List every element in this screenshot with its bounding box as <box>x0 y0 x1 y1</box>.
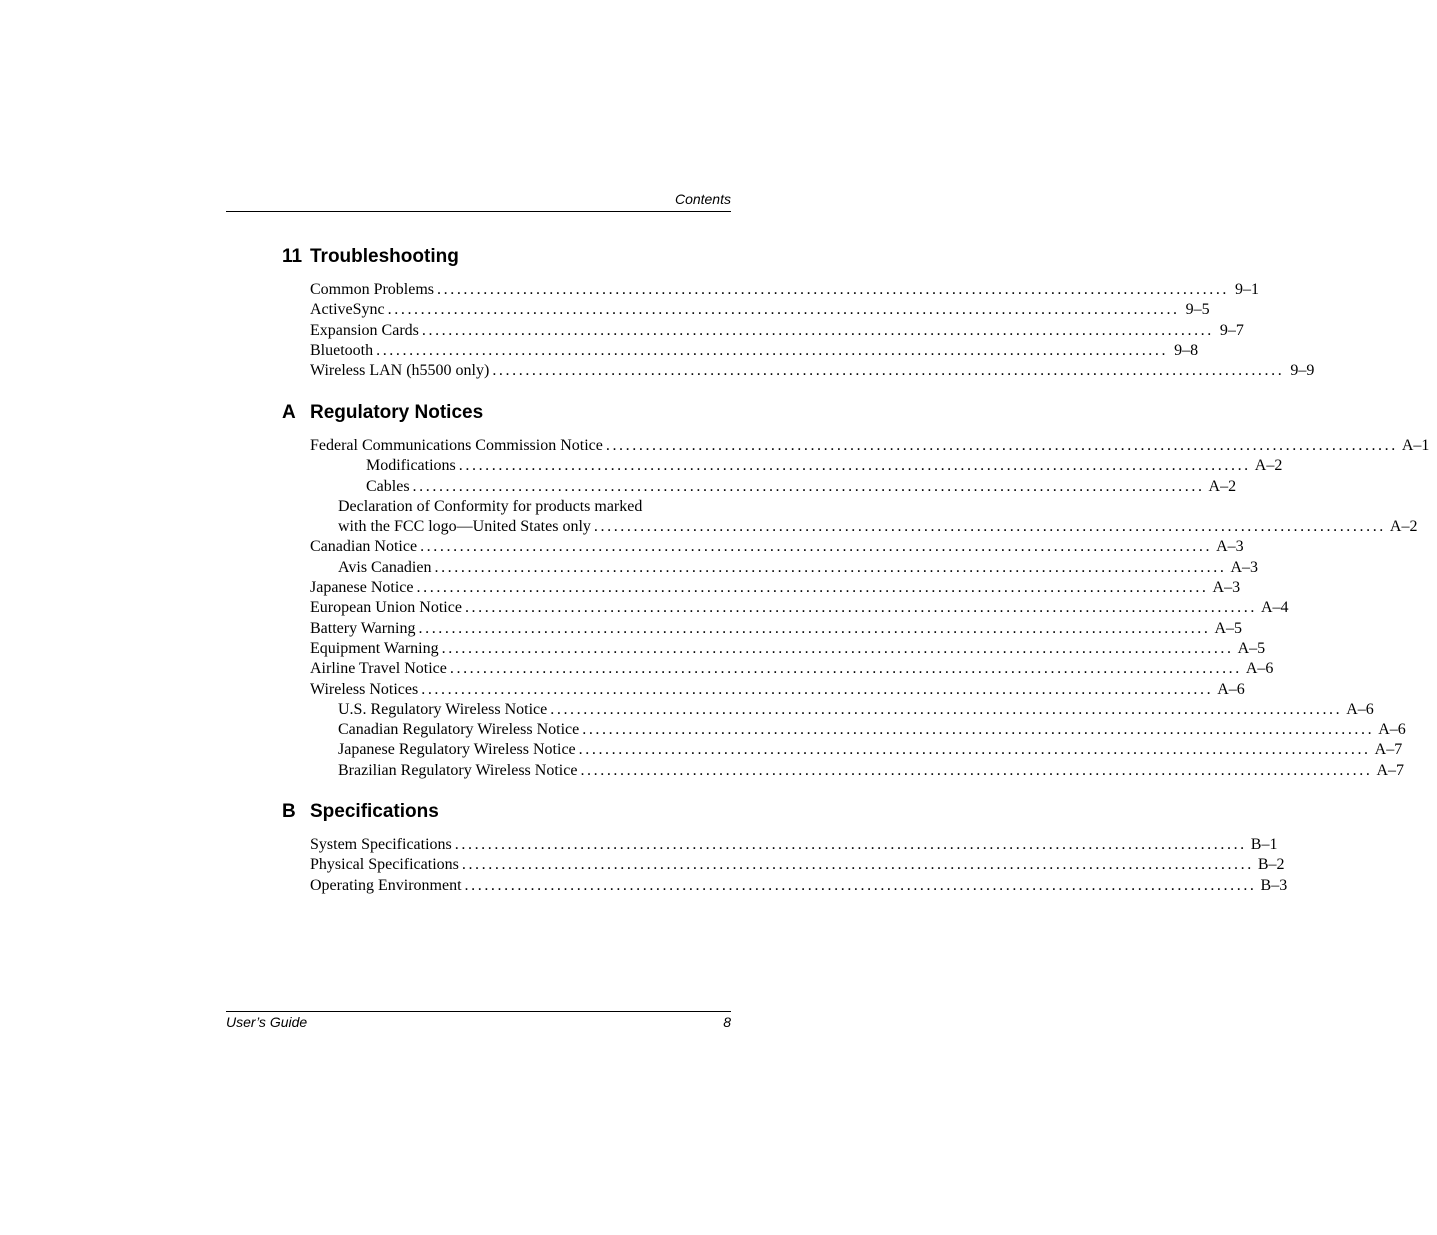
dot-leader: ........................................................................................................................ <box>418 619 1211 637</box>
toc-entry-label: Japanese Notice <box>310 579 414 597</box>
dot-leader: ........................................................................................................................ <box>580 761 1373 779</box>
toc-entry-page: A–7 <box>1374 741 1403 759</box>
toc-entry[interactable] <box>282 740 1403 760</box>
dot-leader: ........................................................................................................................ <box>441 639 1234 657</box>
toc-entry-label: Common Problems <box>310 281 435 298</box>
dot-leader: ........................................................................................................................ <box>550 700 1343 718</box>
dot-leader: ........................................................................................................................ <box>492 362 1285 380</box>
dot-leader: ........................................................................................................................ <box>605 437 1398 454</box>
toc-entry-label: Avis Canadien <box>338 558 432 576</box>
section-heading <box>282 244 731 270</box>
dot-leader: ........................................................................................................................ <box>387 301 1180 319</box>
toc-entry-label: Federal Communications Commission Notice <box>310 437 603 454</box>
toc-entry[interactable] <box>282 639 1266 659</box>
section-title: Regulatory Notices <box>310 402 484 423</box>
dot-leader: ........................................................................................................................ <box>593 518 1386 536</box>
toc-entry[interactable] <box>282 876 1288 896</box>
toc-entry[interactable] <box>282 280 1260 300</box>
section-title: Troubleshooting <box>310 246 459 267</box>
toc-entry-page: A–3 <box>1216 538 1244 556</box>
toc-entry[interactable] <box>282 537 1244 557</box>
dot-leader: ........................................................................................................................ <box>458 457 1251 475</box>
toc-entry-page: B–3 <box>1260 876 1288 894</box>
toc-entry-page: A–3 <box>1230 558 1259 576</box>
toc-entry-label: Expansion Cards <box>310 321 419 339</box>
dot-leader: ........................................................................................................................ <box>421 680 1214 698</box>
toc-entry-page: 9–7 <box>1219 321 1244 339</box>
footer-rule <box>226 1011 731 1012</box>
dot-leader: ........................................................................................................................ <box>578 741 1371 759</box>
dot-leader: ........................................................................................................................ <box>582 721 1375 739</box>
toc-entries <box>282 280 1315 381</box>
dot-leader: ........................................................................................................................ <box>461 856 1254 874</box>
footer-guide-title: User’s Guide <box>226 1014 308 1030</box>
toc-entry-page: A–2 <box>1208 477 1237 495</box>
toc-entry[interactable] <box>282 456 1283 476</box>
toc-entry-label: Bluetooth <box>310 341 374 359</box>
toc-entry-label: Physical Specifications <box>310 856 459 874</box>
toc-entry-label: European Union Notice <box>310 599 462 617</box>
dot-leader: ........................................................................................................................ <box>454 836 1247 853</box>
dot-leader: ........................................................................................................................ <box>420 538 1213 556</box>
toc-entry-label: Canadian Notice <box>310 538 418 556</box>
toc-entry-label: Wireless LAN (h5500 only) <box>310 362 490 380</box>
toc-entry[interactable] <box>282 300 1210 320</box>
toc-entry-page: A–2 <box>1389 518 1418 536</box>
toc-entry-page: A–5 <box>1237 639 1266 657</box>
toc-entry-page: A–6 <box>1346 700 1374 718</box>
toc-entry-page: 9–5 <box>1185 301 1210 319</box>
toc-entry-page: A–6 <box>1217 680 1245 698</box>
toc-entry-label: Wireless Notices <box>310 680 419 698</box>
section-number: B <box>282 801 296 822</box>
toc-entry-label: with the FCC logo—United States only <box>338 518 591 536</box>
toc-entry-page: A–6 <box>1378 721 1406 739</box>
section-heading <box>282 400 731 426</box>
toc-entry[interactable] <box>282 855 1285 875</box>
toc-entry-label: Japanese Regulatory Wireless Notice <box>338 741 576 759</box>
section-heading <box>282 799 731 825</box>
toc-entry-page: B–1 <box>1250 836 1278 853</box>
dot-leader: ........................................................................................................................ <box>421 321 1214 339</box>
toc-entry[interactable] <box>282 700 1374 720</box>
toc-entry-label: Canadian Regulatory Wireless Notice <box>338 721 580 739</box>
toc-section-troubleshooting <box>282 244 1315 381</box>
toc-entry-page: A–5 <box>1214 619 1243 637</box>
toc-entry[interactable] <box>282 497 731 517</box>
toc-entry-page: 9–9 <box>1290 362 1315 380</box>
running-header: Contents <box>674 191 731 207</box>
toc-entry-label: Airline Travel Notice <box>310 660 447 678</box>
dot-leader: ........................................................................................................................ <box>434 558 1227 576</box>
toc-entry[interactable] <box>282 720 1406 740</box>
toc-entry-label: Declaration of Conformity for products marked <box>338 497 643 515</box>
toc-entry[interactable] <box>282 680 1245 700</box>
toc-entry[interactable] <box>282 321 1244 341</box>
dot-leader: ........................................................................................................................ <box>449 660 1242 678</box>
toc-entry-page: 9–1 <box>1235 281 1260 298</box>
toc-entry[interactable] <box>282 578 1241 598</box>
dot-leader: ........................................................................................................................ <box>464 599 1257 617</box>
toc-entry-label: Operating Environment <box>310 876 462 894</box>
toc-entry[interactable] <box>282 517 1418 537</box>
toc-entry[interactable] <box>282 361 1315 381</box>
toc-entry-label: Cables <box>366 477 410 495</box>
dot-leader: ........................................................................................................................ <box>437 281 1230 298</box>
toc-entry[interactable] <box>282 341 1199 361</box>
toc-entries <box>282 835 1288 896</box>
toc-entry-page: A–6 <box>1245 660 1274 678</box>
toc-entry-page: A–1 <box>1401 437 1430 454</box>
toc-entry-page: A–7 <box>1376 761 1404 779</box>
toc-entry-page: 9–8 <box>1174 341 1199 359</box>
toc-entry[interactable] <box>282 477 1237 497</box>
section-number: 11 <box>282 246 303 267</box>
toc-entry-page: A–3 <box>1212 579 1241 597</box>
toc-entry-label: U.S. Regulatory Wireless Notice <box>338 700 548 718</box>
toc-section-regulatory-notices <box>282 400 1430 781</box>
toc-entry[interactable] <box>282 436 1430 456</box>
toc-entry-label: Modifications <box>366 457 456 475</box>
dot-leader: ........................................................................................................................ <box>376 341 1169 359</box>
dot-leader: ........................................................................................................................ <box>464 876 1257 894</box>
dot-leader: ........................................................................................................................ <box>416 579 1209 597</box>
section-number: A <box>282 402 296 423</box>
toc-entry-page: A–2 <box>1254 457 1283 475</box>
toc-entry-label: ActiveSync <box>310 301 385 319</box>
toc-entry[interactable] <box>282 558 1259 578</box>
toc-section-specifications <box>282 799 1288 896</box>
toc-entry-page: A–4 <box>1260 599 1289 617</box>
toc-entry-label: Brazilian Regulatory Wireless Notice <box>338 761 578 779</box>
page-number: 8 <box>723 1014 731 1030</box>
toc-entry[interactable] <box>282 761 1404 781</box>
header-rule <box>226 211 731 212</box>
toc-entry-label: Equipment Warning <box>310 639 439 657</box>
toc-entry[interactable] <box>282 659 1274 679</box>
toc-entry-label: Battery Warning <box>310 619 416 637</box>
section-title: Specifications <box>310 801 439 822</box>
toc-entry[interactable] <box>282 598 1289 618</box>
toc-entry-page: B–2 <box>1257 856 1285 874</box>
toc-entry[interactable] <box>282 835 1278 855</box>
toc-entries <box>282 436 1430 781</box>
toc-entry[interactable] <box>282 619 1243 639</box>
toc-entry-label: System Specifications <box>310 836 452 853</box>
dot-leader: ........................................................................................................................ <box>412 477 1205 495</box>
